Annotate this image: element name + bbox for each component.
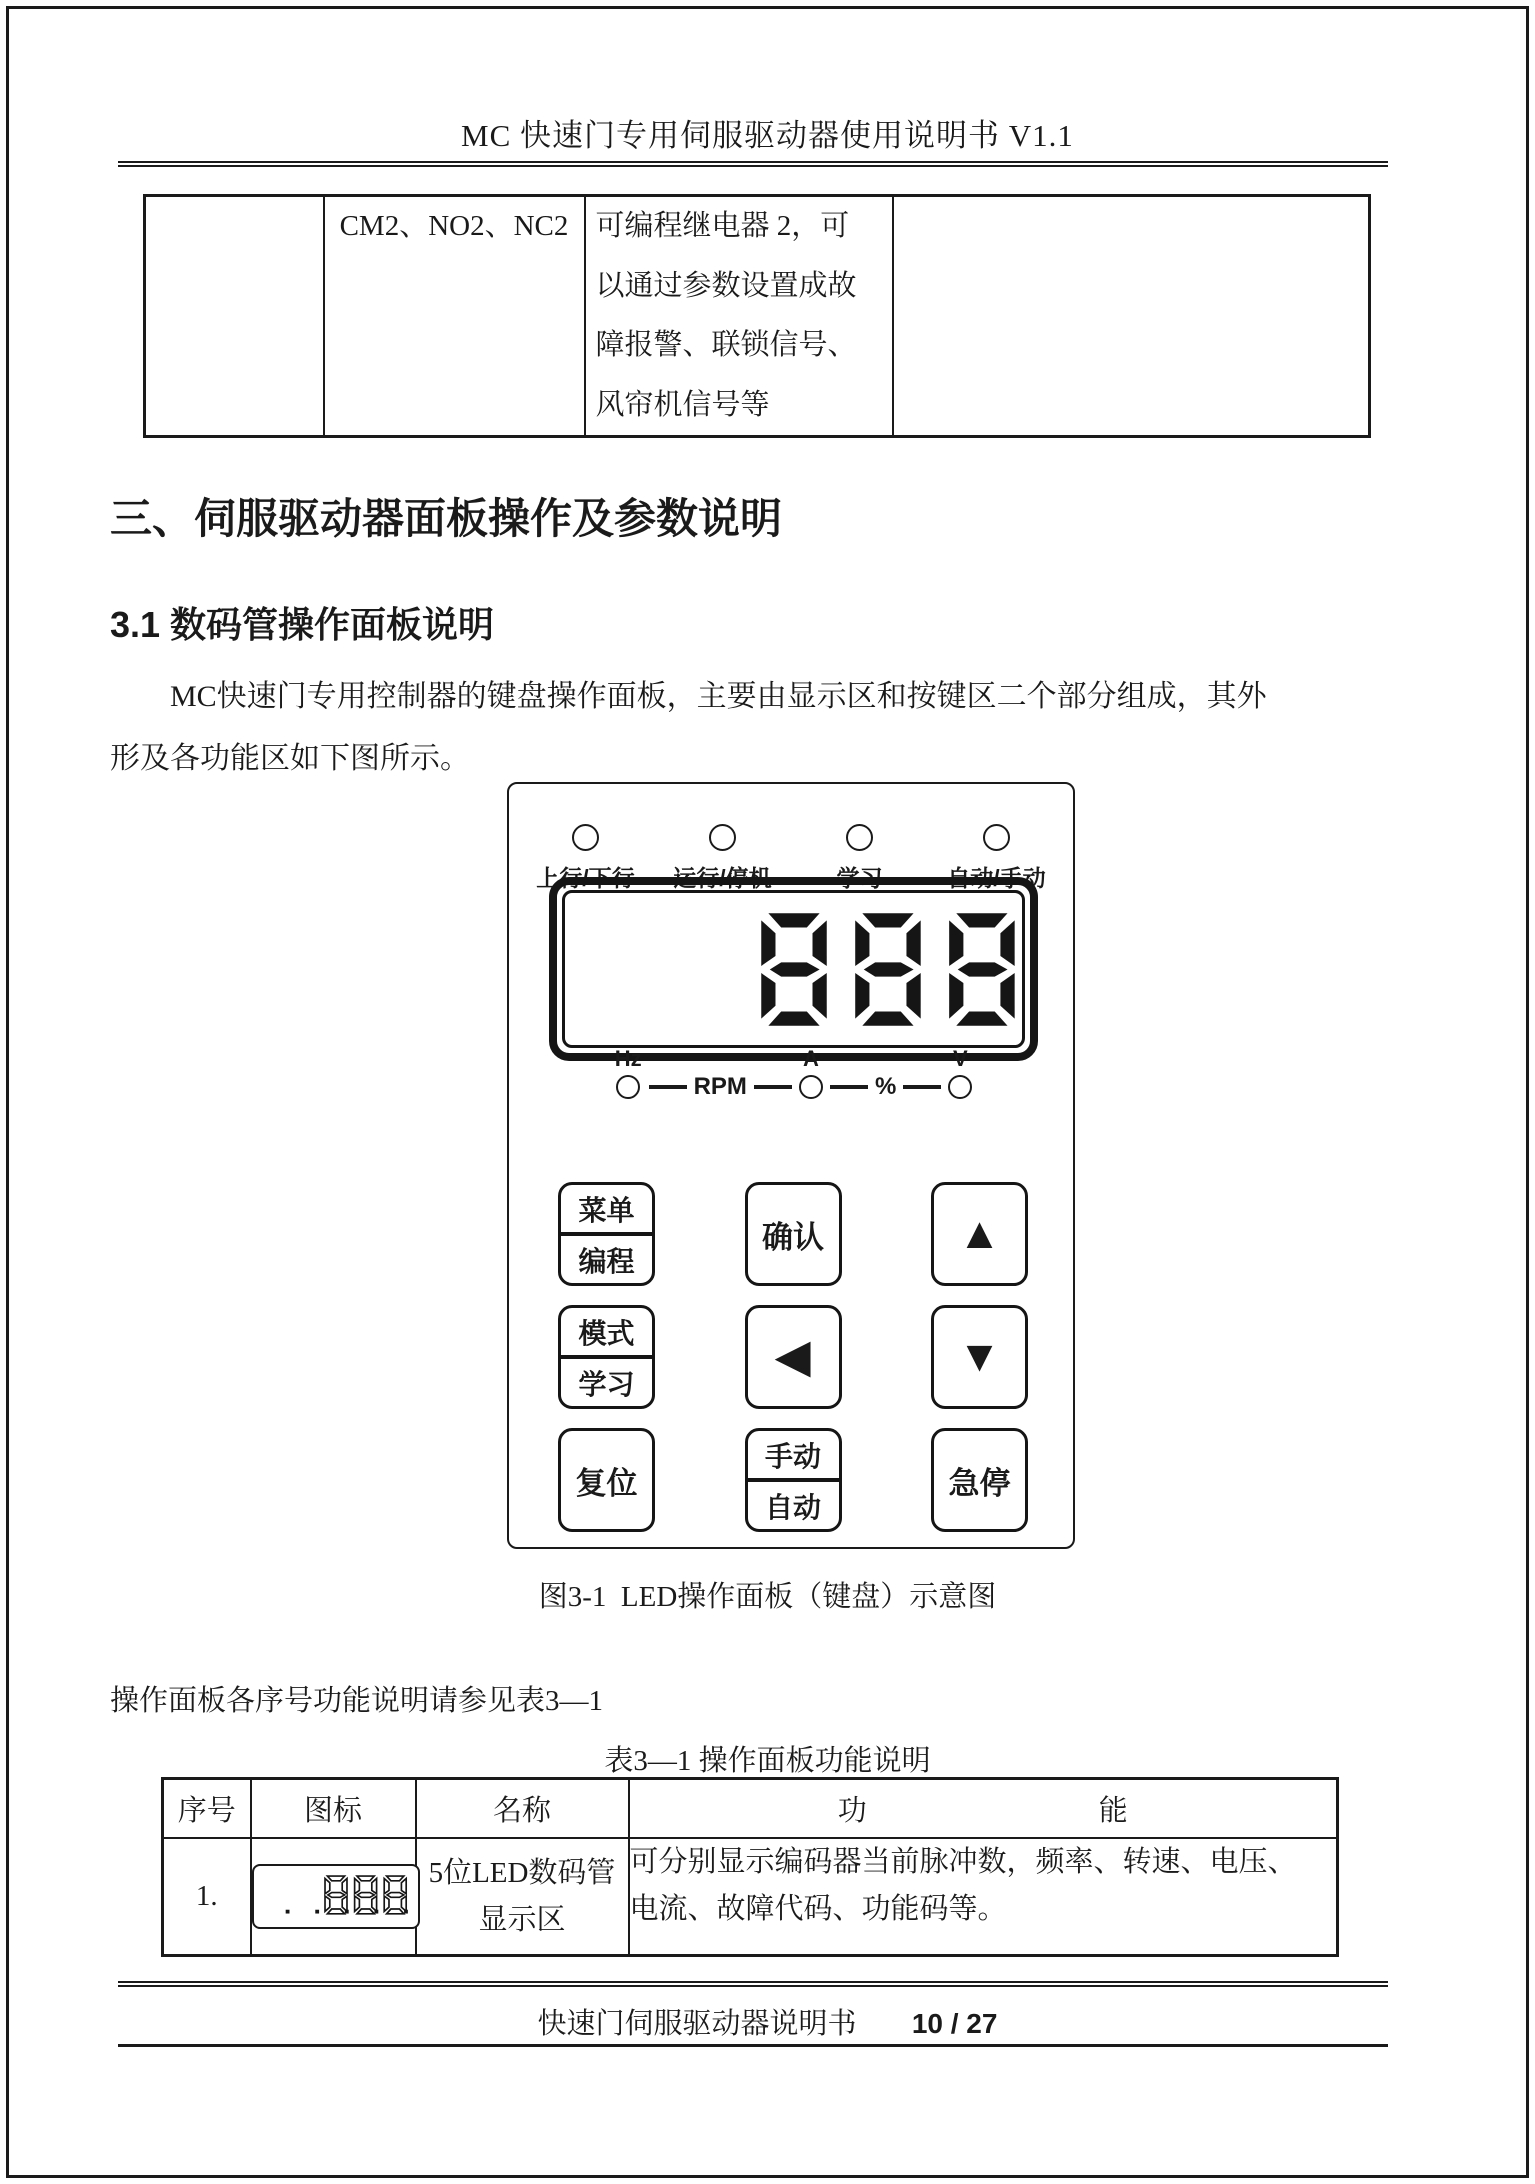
led-label: 自动/手动 <box>947 865 1046 891</box>
description-line: 风帘机信号等 <box>595 388 770 421</box>
left-arrow-icon: ◀ <box>776 1332 810 1381</box>
description-line: 可编程继电器 2，可 <box>595 210 850 242</box>
key-row <box>558 1305 1028 1409</box>
volt-label: V <box>952 1046 968 1071</box>
down-button <box>931 1305 1028 1409</box>
up-arrow-icon: ▲ <box>957 1209 1002 1258</box>
estop-button: 急停 <box>931 1428 1028 1532</box>
unit-led-icon <box>799 1075 823 1099</box>
intro-line: MC快速门专用控制器的键盘操作面板，主要由显示区和按键区二个部分组成，其外 <box>170 680 1267 713</box>
table-reference-note: 操作面板各序号功能说明请参见表3—1 <box>110 1685 604 1717</box>
unit-led-icon <box>948 1075 972 1099</box>
table-row <box>163 1838 1338 1956</box>
seven-segment-display-icon <box>252 1864 420 1929</box>
seven-segment-display-bezel <box>549 877 1038 1061</box>
unit-volt <box>948 1046 972 1099</box>
key-row <box>558 1182 1028 1286</box>
description-line: 障报警、联锁信号、 <box>595 329 857 361</box>
led-indicator-icon <box>572 824 599 851</box>
row-icon-cell <box>251 1838 416 1956</box>
amp-label: A <box>802 1046 819 1071</box>
header-function: 功 能 <box>629 1779 1338 1839</box>
row-function-cell <box>629 1838 1338 1956</box>
mode-label: 模式 <box>578 1317 635 1349</box>
row-number-cell: 1. <box>163 1838 251 1956</box>
led-keypad-panel-figure <box>507 782 1075 1549</box>
learn-label: 学习 <box>561 1355 652 1406</box>
key-row <box>558 1428 1028 1532</box>
dash-line <box>649 1085 687 1089</box>
hz-label: Hz <box>614 1046 642 1071</box>
function-line: 电流、故障代码、功能码等。 <box>629 1893 1007 1925</box>
name-line: 5位LED数码管 <box>428 1856 616 1889</box>
figure-caption: 图3-1 LED操作面板（键盘）示意图 <box>538 1581 997 1613</box>
mode-learn-button <box>558 1305 655 1409</box>
unit-led-icon <box>616 1075 640 1099</box>
function-line: 可分别显示编码器当前脉冲数，频率、转速、电压、 <box>629 1846 1297 1878</box>
unit-amp <box>799 1046 823 1099</box>
led-indicator-icon <box>983 824 1010 851</box>
footer-rule-top <box>118 1981 1388 1987</box>
manual-auto-button <box>745 1428 842 1532</box>
row-name-cell <box>416 1838 629 1956</box>
page-header-title: MC 快速门专用伺服驱动器使用说明书 V1.1 <box>461 118 1074 153</box>
subsection-heading: 3.1 数码管操作面板说明 <box>110 604 495 645</box>
auto-label: 自动 <box>748 1478 839 1529</box>
panel-function-table <box>161 1777 1339 1957</box>
function-table-title: 表3—1 操作面板功能说明 <box>604 1745 931 1777</box>
reset-button: 复位 <box>558 1428 655 1532</box>
unit-hz <box>615 1046 642 1099</box>
seven-segment-digits-icon <box>569 909 1019 1030</box>
led-indicator-icon <box>709 824 736 851</box>
down-arrow-icon: ▼ <box>957 1332 1002 1381</box>
table-header-row <box>163 1779 1338 1839</box>
footer-doc-name: 快速门伺服驱动器说明书 <box>537 2008 857 2040</box>
table-row <box>145 196 1370 437</box>
led-label: 运行/停机 <box>673 865 772 891</box>
left-button <box>745 1305 842 1409</box>
confirm-button: 确认 <box>745 1182 842 1286</box>
header-name: 名称 <box>416 1779 629 1839</box>
header-no: 序号 <box>163 1779 251 1839</box>
led-label: 上行/下行 <box>536 865 635 891</box>
terminal-description-cell <box>585 196 893 437</box>
manual-label: 手动 <box>764 1440 821 1472</box>
led-label: 学习 <box>836 865 883 891</box>
program-label: 编程 <box>561 1232 652 1283</box>
page-footer <box>0 2001 1535 2042</box>
rpm-label: RPM <box>693 1073 747 1100</box>
intro-line: 形及各功能区如下图所示。 <box>110 742 470 775</box>
dash-line <box>830 1085 868 1089</box>
percent-label: % <box>874 1073 897 1100</box>
dash-line <box>903 1085 941 1089</box>
empty-cell <box>145 196 324 437</box>
intro-paragraph <box>110 666 1430 790</box>
terminal-name-cell: CM2、NO2、NC2 <box>324 196 585 437</box>
header-rule <box>118 161 1388 167</box>
name-line: 显示区 <box>478 1903 566 1936</box>
led-indicator-icon <box>846 824 873 851</box>
seven-segment-display <box>562 890 1025 1048</box>
menu-label: 菜单 <box>578 1194 635 1226</box>
empty-cell <box>893 196 1370 437</box>
menu-program-button <box>558 1182 655 1286</box>
dash-line <box>754 1085 792 1089</box>
header-icon: 图标 <box>251 1779 416 1839</box>
up-button <box>931 1182 1028 1286</box>
footer-rule-bottom <box>118 2044 1388 2047</box>
unit-indicator-row <box>549 1046 1038 1099</box>
terminal-table-fragment <box>143 194 1371 438</box>
keypad-area <box>558 1182 1028 1551</box>
description-line: 以通过参数设置成故 <box>595 269 857 302</box>
section-heading: 三、伺服驱动器面板操作及参数说明 <box>110 495 783 542</box>
footer-page-number: 10 / 27 <box>911 2008 998 2039</box>
